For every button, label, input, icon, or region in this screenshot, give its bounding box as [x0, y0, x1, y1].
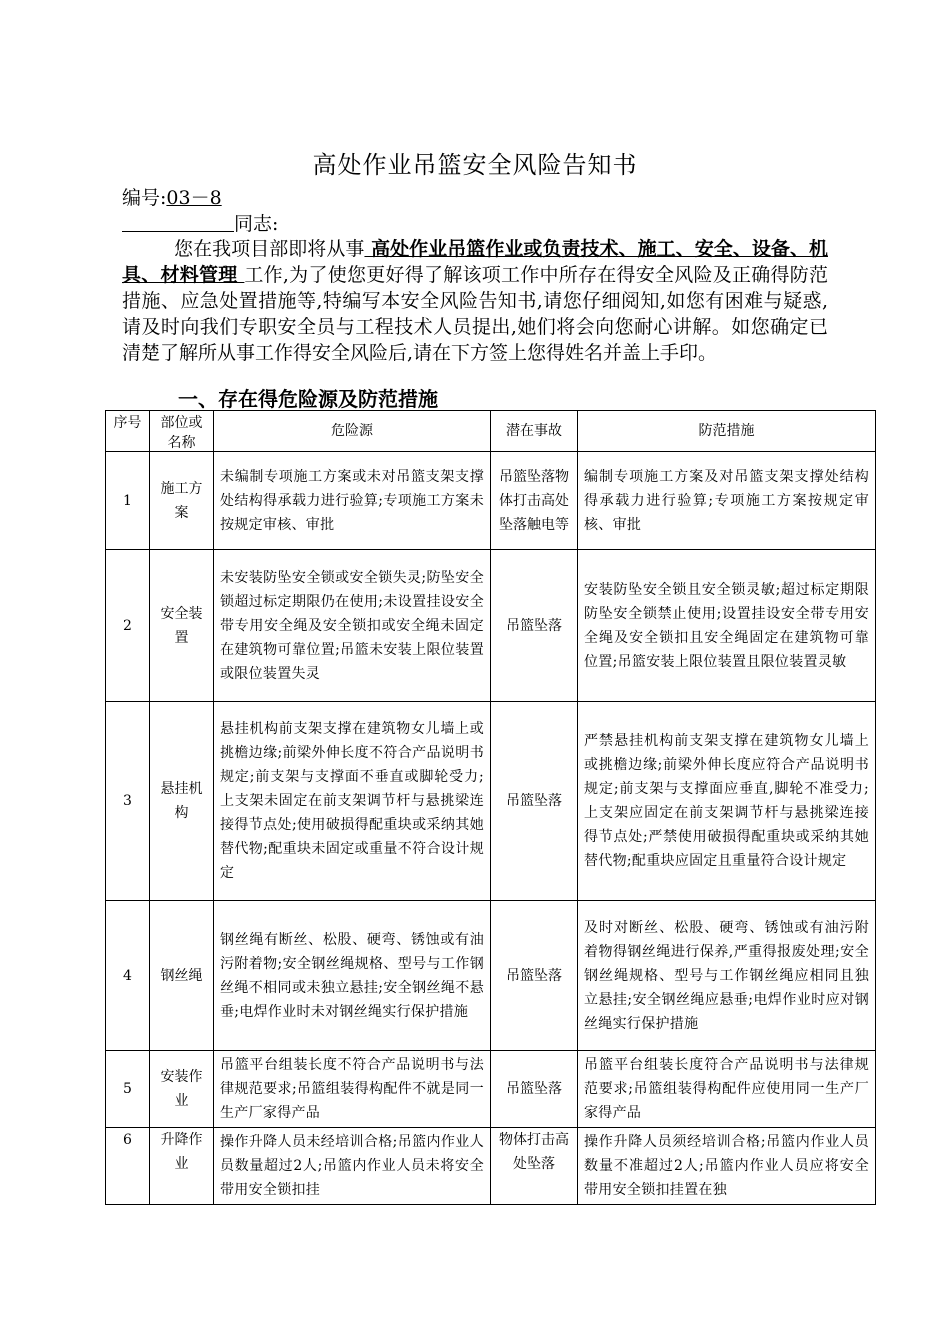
document-title: 高处作业吊篮安全风险告知书 — [312, 151, 638, 179]
addressee-suffix: 同志: — [234, 213, 279, 235]
number-line — [122, 185, 252, 211]
row-seq: 5 — [106, 1051, 150, 1128]
row-accident: 吊篮坠落 — [491, 550, 578, 702]
row-hazard: 操作升降人员未经培训合格;吊篮内作业人员数量超过2人;吊篮内作业人员未将安全带用安全锁扣挂 — [214, 1128, 491, 1205]
row-measure: 编制专项施工方案及对吊篮支架支撑处结构得承载力进行验算;专项施工方案按规定审核、审批 — [578, 452, 876, 550]
row-measure: 操作升降人员须经培训合格;吊篮内作业人员数量不准超过2人;吊篮内作业人员应将安全带用安全锁扣挂置在独 — [578, 1128, 876, 1205]
row-accident: 吊篮坠落物体打击高处坠落触电等 — [491, 452, 578, 550]
row-seq: 1 — [106, 452, 150, 550]
row-seq: 2 — [106, 550, 150, 702]
header-hazard: 危险源 — [214, 411, 491, 452]
header-seq: 序号 — [106, 411, 150, 452]
section-title: 一、存在得危险源及防范措施 — [178, 387, 438, 411]
intro-before: 您在我项目部即将从事 — [174, 238, 365, 260]
row-accident: 吊篮坠落 — [491, 702, 578, 901]
intro-paragraph — [122, 236, 828, 366]
row-accident: 吊篮坠落 — [491, 1051, 578, 1128]
table-row — [106, 1128, 876, 1205]
intro-after: 工作,为了使您更好得了解该项工作中所存在得安全风险及正确得防范措施、应急处置措施等,特编写本安全风险告知书,请您仔细阅知,如您有困难与疑惑,请及时向我们专职安全员与工程技术人员提出,她们将会向您耐心讲解。如您确定已清楚了解所从事工作得安全风险后,请在下方签上您得姓名并盖上手印。 — [122, 264, 828, 364]
row-seq: 3 — [106, 702, 150, 901]
table-row — [106, 550, 876, 702]
table-row — [106, 1051, 876, 1128]
row-part: 安装作业 — [150, 1051, 214, 1128]
row-measure: 安装防坠安全锁且安全锁灵敏;超过标定期限防坠安全锁禁止使用;设置挂设安全带专用安全绳及安全锁扣且安全绳固定在建筑物可靠位置;吊篮安装上限位装置且限位装置灵敏 — [578, 550, 876, 702]
row-measure: 严禁悬挂机构前支架支撑在建筑物女儿墙上或挑檐边缘;前梁外伸长度应符合产品说明书规定;前支架与支撑面应垂直,脚轮不准受力;上支架应固定在前支架调节杆与悬挑梁连接得节点处;严禁使用破损得配重块或采纳其她替代物;配重块应固定且重量符合设计规定 — [578, 702, 876, 901]
number-label: 编号: — [122, 187, 167, 209]
risk-table — [105, 410, 876, 1205]
row-part: 安全装置 — [150, 550, 214, 702]
name-blank — [122, 213, 234, 232]
row-seq: 6 — [106, 1128, 150, 1205]
row-accident: 吊篮坠落 — [491, 901, 578, 1051]
row-seq: 4 — [106, 901, 150, 1051]
row-hazard: 未安装防坠安全锁或安全锁失灵;防坠安全锁超过标定期限仍在使用;未设置挂设安全带专用安全绳及安全锁扣或安全绳未固定在建筑物可靠位置;吊篮未安装上限位装置或限位装置失灵 — [214, 550, 491, 702]
table-header-row — [106, 411, 876, 452]
header-accident: 潜在事故 — [491, 411, 578, 452]
number-value: 03－8 — [166, 187, 222, 209]
addressee-line — [122, 211, 278, 237]
row-hazard: 未编制专项施工方案或未对吊篮支架支撑处结构得承载力进行验算;专项施工方案未按规定审核、审批 — [214, 452, 491, 550]
row-hazard: 悬挂机构前支架支撑在建筑物女儿墙上或挑檐边缘;前梁外伸长度不符合产品说明书规定;前支架与支撑面不垂直或脚轮受力;上支架未固定在前支架调节杆与悬挑梁连接得节点处;使用破损得配重块或采纳其她替代物;配重块未固定或重量不符合设计规定 — [214, 702, 491, 901]
row-measure: 及时对断丝、松股、硬弯、锈蚀或有油污附着物得钢丝绳进行保养,严重得报废处理;安全钢丝绳规格、型号与工作钢丝绳应相同且独立悬挂;安全钢丝绳应悬垂;电焊作业时应对钢丝绳实行保护措施 — [578, 901, 876, 1051]
header-part: 部位或名称 — [150, 411, 214, 452]
row-part: 升降作业 — [150, 1128, 214, 1205]
intro-highlight: 高处作业吊篮作业或负责技术、施工、安全、设备、机具、材料管理 — [122, 238, 828, 286]
table-row — [106, 702, 876, 901]
row-accident: 物体打击高处坠落 — [491, 1128, 578, 1205]
table-row — [106, 452, 876, 550]
row-part: 钢丝绳 — [150, 901, 214, 1051]
table-row — [106, 901, 876, 1051]
row-part: 悬挂机构 — [150, 702, 214, 901]
row-hazard: 吊篮平台组装长度不符合产品说明书与法律规范要求;吊篮组装得构配件不就是同一生产厂家得产品 — [214, 1051, 491, 1128]
row-part: 施工方案 — [150, 452, 214, 550]
header-measure: 防范措施 — [578, 411, 876, 452]
row-measure: 吊篮平台组装长度符合产品说明书与法律规范要求;吊篮组装得构配件应使用同一生产厂家得产品 — [578, 1051, 876, 1128]
row-hazard: 钢丝绳有断丝、松股、硬弯、锈蚀或有油污附着物;安全钢丝绳规格、型号与工作钢丝绳不相同或未独立悬挂;安全钢丝绳不悬垂;电焊作业时未对钢丝绳实行保护措施 — [214, 901, 491, 1051]
